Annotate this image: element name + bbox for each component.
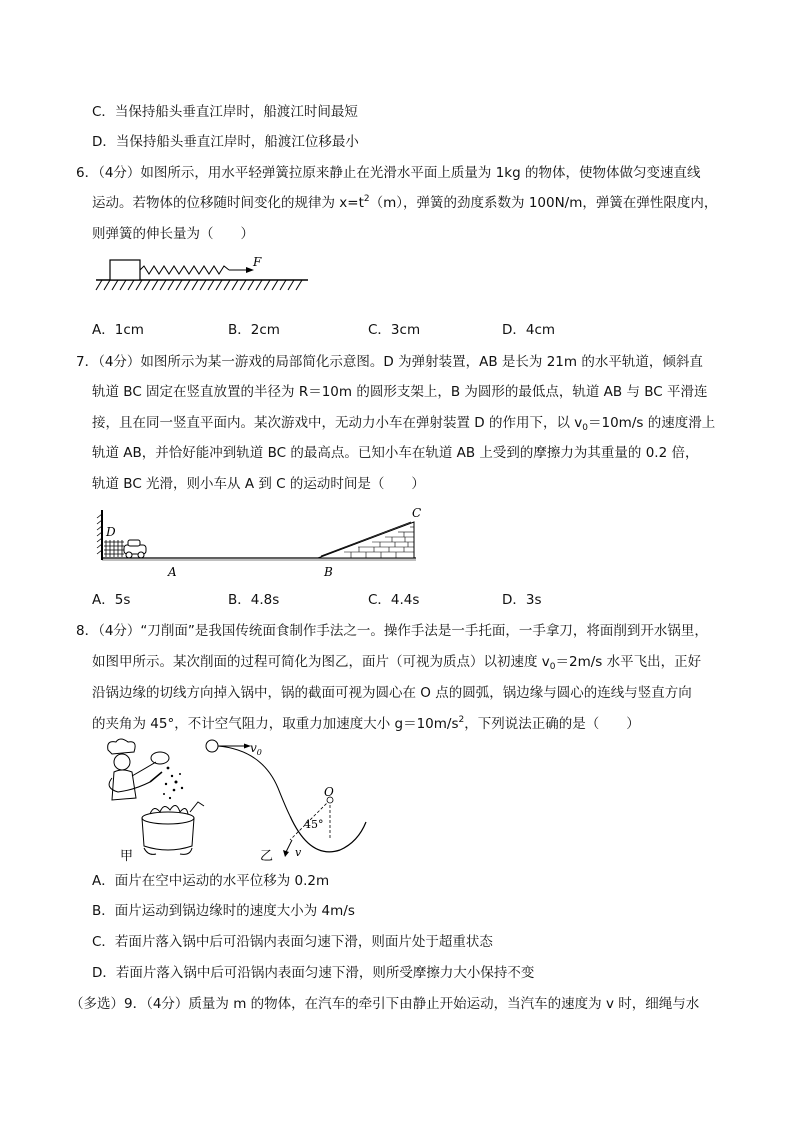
q8-stem-line1: 8．（4分）“刀削面”是我国传统面食制作手法之一。操作手法是一手托面，一手拿刀，将面削到开水锅里， xyxy=(76,623,708,639)
label-c: C xyxy=(412,506,422,520)
q8-stem-text: 如图甲所示。某次削面的过程可简化为图乙，面片（可视为质点）以初速度 v xyxy=(92,654,550,670)
spring xyxy=(140,266,229,274)
q7-stem-line5: 轨道 BC 光滑，则小车从 A 到 C 的运动时间是（ ） xyxy=(92,476,425,492)
label-jia: 甲 xyxy=(120,849,134,864)
label-a: A xyxy=(168,565,177,579)
q5-option-c: C．当保持船头垂直江岸时，船渡江时间最短 xyxy=(92,104,358,120)
toy-car-icon xyxy=(124,540,146,558)
q8-stem-line3: 沿锅边缘的切线方向掉入锅中，锅的截面可视为圆心在 O 点的圆弧，锅边缘与圆心的连线与竖直方向 xyxy=(92,685,692,701)
q8-stem-line4 xyxy=(92,714,724,734)
q7-stem-text: ＝10m/s 的速度滑上 xyxy=(588,415,716,431)
chef-head-icon xyxy=(114,754,130,770)
q6-stem-line3: 则弹簧的伸长量为（ ） xyxy=(92,226,254,242)
q6-option-b: B．2cm xyxy=(228,322,280,338)
label-b: B xyxy=(324,565,333,579)
launcher-spring xyxy=(104,540,124,557)
q8-option-c: C．若面片落入锅中后可沿锅内表面匀速下滑，则面片处于超重状态 xyxy=(92,934,493,950)
label-v0: $v_0$ xyxy=(250,741,262,757)
q6-spring-figure xyxy=(96,256,311,296)
q9-stem-line1: （多选）9．（4分）质量为 m 的物体，在汽车的牵引下由静止开始运动，当汽车的速度为 v 时，细绳与水 xyxy=(70,996,700,1012)
label-d: D xyxy=(106,525,116,539)
q8-stem-text: ＝2m/s 水平飞出，正好 xyxy=(555,654,702,670)
q7-stem-line2: 轨道 BC 固定在竖直放置的半径为 R＝10m 的圆形支架上，B 为圆形的最低点，轨道 AB 与 BC 平滑连 xyxy=(92,384,708,400)
q8-trajectory-figure xyxy=(200,738,375,863)
chef-hat-icon xyxy=(108,739,135,754)
q6-option-d: D．4cm xyxy=(502,322,556,338)
label-o: O xyxy=(324,785,334,799)
q7-option-c: C．4.4s xyxy=(368,592,420,608)
q8-exponent: 2 xyxy=(458,715,465,725)
q6-option-a: A．1cm xyxy=(92,322,144,338)
q6-stem-line1: 6．（4分）如图所示，用水平轻弹簧拉原来静止在光滑水平面上质量为 1kg 的物体，使物体做匀变速直线 xyxy=(76,165,701,181)
q7-stem-text: 接，且在同一竖直平面内。某次游戏中，无动力小车在弹射装置 D 的作用下，以 v xyxy=(92,415,583,431)
q7-option-b: B．4.8s xyxy=(228,592,280,608)
pot-arc xyxy=(290,816,366,852)
q7-stem-line3 xyxy=(92,413,724,433)
q7-stem-line4: 轨道 AB，并恰好能冲到轨道 BC 的最高点。已知小车在轨道 AB 上受到的摩擦力为其重量的 0.2 倍， xyxy=(92,445,699,461)
q8-chef-figure xyxy=(98,738,208,863)
dough-ball xyxy=(206,740,218,752)
trajectory xyxy=(218,746,290,816)
q7-subscript: 0 xyxy=(582,423,588,433)
q6-stem-line2 xyxy=(92,193,724,213)
q8-stem-text: ，下列说法正确的是（ ） xyxy=(464,716,640,732)
q5-option-d: D．当保持船头垂直江岸时，船渡江位移最小 xyxy=(92,134,359,150)
label-yi: 乙 xyxy=(260,849,274,864)
q8-stem-text: 的夹角为 45°，不计空气阻力，取重力加速度大小 g＝10m/s xyxy=(92,716,459,732)
q8-option-d: D．若面片落入锅中后可沿锅内表面匀速下滑，则所受摩擦力大小保持不变 xyxy=(92,965,535,981)
q6-option-c: C．3cm xyxy=(368,322,421,338)
label-v: v xyxy=(295,846,302,859)
q8-stem-line2 xyxy=(92,652,724,672)
q8-option-b: B．面片运动到锅边缘时的速度大小为 4m/s xyxy=(92,903,355,919)
block xyxy=(110,260,140,280)
q8-subscript: 0 xyxy=(549,662,556,672)
q7-option-d: D．3s xyxy=(502,592,542,608)
q6-stem-text: 运动。若物体的位移随时间变化的规律为 x=t xyxy=(92,195,364,211)
q6-stem-text: （m），弹簧的劲度系数为 100N/m，弹簧在弹性限度内， xyxy=(369,195,718,211)
q7-track-figure xyxy=(96,502,436,582)
q7-stem-line1: 7．（4分）如图所示为某一游戏的局部简化示意图。D 为弹射装置，AB 是长为 21m 的水平轨道，倾斜直 xyxy=(76,354,703,370)
force-label: F xyxy=(253,255,262,269)
label-angle: 45° xyxy=(304,818,324,831)
q7-option-a: A．5s xyxy=(92,592,131,608)
q8-option-a: A．面片在空中运动的水平位移为 0.2m xyxy=(92,873,330,889)
q6-exponent: 2 xyxy=(363,194,370,204)
